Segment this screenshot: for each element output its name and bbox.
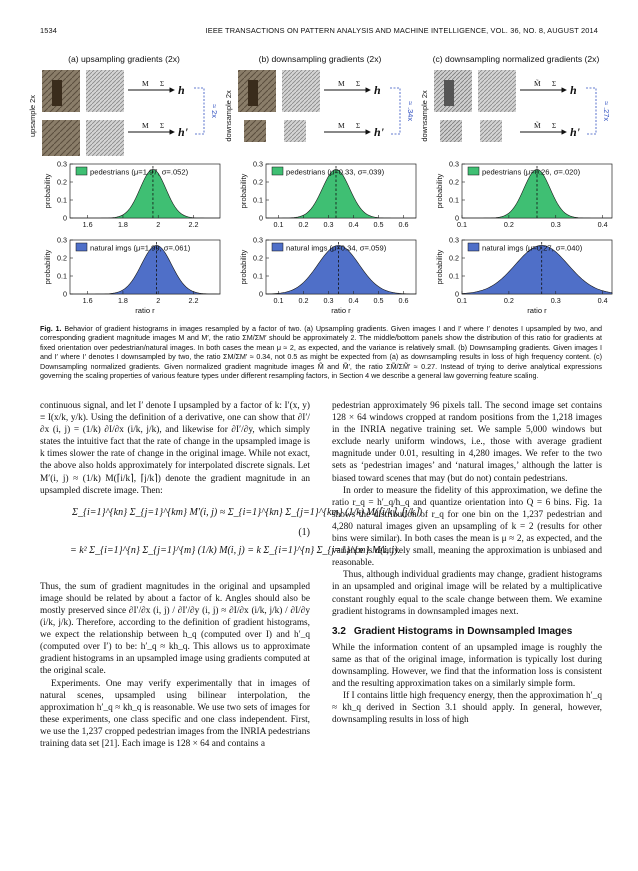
legend-swatch: [76, 167, 87, 175]
x-tick-label: 0.3: [550, 296, 561, 305]
x-tick-label: 0.2: [298, 220, 309, 229]
x-tick-label: 0.6: [398, 296, 409, 305]
y-tick-label: 0: [455, 289, 459, 299]
bottom-sum: Σ: [356, 122, 361, 130]
panel-side-label: downsample 2x: [420, 90, 429, 142]
y-axis-label: probability: [239, 173, 248, 209]
y-tick-label: 0: [63, 289, 67, 299]
panel-side-label: downsample 2x: [224, 90, 233, 142]
equation-1: [40, 501, 423, 577]
figure-silhouette: [248, 80, 258, 106]
distribution-area: [70, 169, 220, 218]
x-tick-label: 2: [156, 220, 161, 229]
y-axis-label: probability: [435, 249, 444, 285]
y-tick-label: 0.3: [57, 159, 67, 169]
bottom-histogram-label: h': [374, 125, 385, 139]
y-tick-label: 0.3: [449, 159, 459, 169]
ratio-histograms: [43, 160, 612, 316]
histogram-chart: [239, 236, 416, 316]
y-tick-label: 0.3: [57, 235, 67, 245]
top-sum: Σ: [356, 80, 361, 88]
y-axis-label: probability: [239, 249, 248, 285]
y-tick-label: 0.2: [449, 177, 459, 187]
figure-silhouette: [52, 80, 62, 106]
paragraph: Experiments. One may verify experimentally that in images of natural scenes, upsampled using bilinear interpolation, the approximation h′_q ≈ kh_q is reasonable. We use two sets of images for these experiments, one class specific and one class independent. First, we use the 1,237 cropped pedestrian images from the INRIA pedestrians training data set [21]. Each image is 128 × 64 and contains a: [40, 678, 310, 749]
x-tick-label: 0.2: [298, 296, 309, 305]
x-tick-label: 2.2: [188, 220, 199, 229]
paragraph: continuous signal, and let I′ denote I upsampled by a factor of k: I′(x, y) ≡ I(x/k, y/k). Using the definition of a derivative, one can show that ∂I′/∂x (i, j) = (1/k) ∂I/∂x (i/k, j/k), and likewise for ∂I′/∂y, which simply states the intuitive fact that the rate of change in the upsampled image is k times slower the rate of change in the original image. While not exact, the above also holds approximately for interpolated discrete signals. Let M′(i, j) ≈ (1/k) M(⌈i/k⌉, ⌈j/k⌉) denote the gradient magnitude in an upsampled discrete image. Then:: [40, 401, 310, 496]
y-tick-label: 0.1: [449, 271, 459, 281]
bottom-operator: M̃: [534, 121, 541, 130]
resampled-image: [440, 120, 462, 142]
x-tick-label: 1.6: [82, 220, 93, 229]
panel-title: (b) downsampling gradients (2x): [258, 54, 382, 64]
ratio-label: ≈ 2x: [210, 104, 219, 118]
y-tick-label: 0: [259, 289, 263, 299]
legend-swatch: [468, 167, 479, 175]
caption-label: Fig. 1.: [40, 324, 62, 333]
gradient-image: [282, 70, 320, 112]
x-tick-label: 1.6: [82, 296, 93, 305]
y-tick-label: 0.3: [253, 235, 263, 245]
resampled-gradient-image: [86, 120, 124, 156]
page-number: 1534: [40, 26, 58, 35]
section-number: 3.2: [332, 625, 346, 637]
x-tick-label: 0.5: [373, 296, 384, 305]
x-tick-label: 0.3: [323, 296, 334, 305]
top-operator: M̃: [534, 79, 541, 88]
equation-number: (1): [298, 526, 310, 538]
y-tick-label: 0: [259, 213, 263, 223]
ratio-label: ≈ .34x: [406, 100, 415, 122]
y-axis-label: probability: [435, 173, 444, 209]
section-title: Gradient Histograms in Downsampled Images: [353, 625, 573, 637]
legend-swatch: [272, 167, 283, 175]
paragraph: pedestrian approximately 96 pixels tall. The second image set contains 128 × 64 windows cropped at random positions from the 1,218 images in the INRIA negative training set. We sample 5,000 windows but exclude nearly uniform windows, i.e., those with average gradient magnitude under 0.01, resulting in 4,280 images. We refer to the two sets as ‘pedestrian images’ and ‘natural images,’ although the latter is biased toward scenes that may (but do not) contain pedestrians.: [332, 401, 602, 484]
top-histogram-label: h: [570, 83, 577, 97]
ratio-label: ≈ .27x: [602, 100, 611, 122]
y-tick-label: 0.2: [57, 253, 67, 263]
figure-silhouette: [444, 80, 454, 106]
bottom-histogram-label: h': [178, 125, 189, 139]
caption-text: Behavior of gradient histograms in images resampled by a factor of two. (a) Upsampling gradients. Given images I and I′ where I′ denotes I upsampled by two, and corresponding gradient magnitude images M and M′, the ratio ΣM/ΣM′ should be approximately 2. The middle/bottom panels show the distribution of this ratio for gradients at fixed orientation over pedestrian/natural images. In both cases the mean μ ≈ 2, as expected, and the variance is relatively small. (b) Downsampling gradients. Given images I and I′ where I′ denotes I downsampled by two, the ratio ΣM/ΣM′ ≈ 0.34, not 0.5 as might be expected from (a) as downsampling results in loss of high frequency content. (c) Downsampling normalized gradients. Given normalized gradient magnitude images M̃ and M̃′, the ratio ΣM̃/ΣM̃′ ≈ 0.27. Instead of trying to derive analytical expressions governing the scaling properties of various feature types under different resampling factors, in Section 4 we describe a general law governing feature scaling.: [40, 324, 603, 381]
y-tick-label: 0.1: [253, 195, 263, 205]
y-tick-label: 0.1: [57, 195, 67, 205]
diagram-panel: [224, 54, 415, 142]
x-tick-label: 0.2: [503, 296, 514, 305]
y-axis-label: probability: [43, 173, 52, 209]
x-axis-label: ratio r: [135, 306, 155, 315]
x-tick-label: 0.3: [550, 220, 561, 229]
page-header: [40, 26, 598, 38]
top-histogram-label: h: [374, 83, 381, 97]
y-tick-label: 0.2: [253, 177, 263, 187]
x-tick-label: 0.5: [373, 220, 384, 229]
x-tick-label: 0.6: [398, 220, 409, 229]
y-tick-label: 0.2: [57, 177, 67, 187]
legend-swatch: [468, 243, 479, 251]
top-histogram-label: h: [178, 83, 185, 97]
histogram-chart: [43, 236, 220, 316]
x-tick-label: 0.4: [348, 220, 359, 229]
figure-1: [24, 48, 614, 320]
x-tick-label: 0.4: [597, 220, 608, 229]
x-tick-label: 0.1: [273, 220, 284, 229]
top-operator: M: [142, 79, 149, 88]
gradient-image: [478, 70, 516, 112]
bottom-histogram-label: h': [570, 125, 581, 139]
bottom-sum: Σ: [160, 122, 165, 130]
y-tick-label: 0.3: [449, 235, 459, 245]
y-tick-label: 0.1: [57, 271, 67, 281]
y-tick-label: 0.3: [253, 159, 263, 169]
distribution-area: [462, 245, 612, 294]
resampling-diagrams: [28, 54, 611, 156]
histogram-chart: [239, 160, 416, 230]
x-tick-label: 2: [156, 296, 161, 305]
x-tick-label: 0.4: [348, 296, 359, 305]
top-sum: Σ: [552, 80, 557, 88]
y-axis-label: probability: [43, 249, 52, 285]
panel-title: (c) downsampling normalized gradients (2x): [432, 54, 600, 64]
top-sum: Σ: [160, 80, 165, 88]
x-tick-label: 0.1: [273, 296, 284, 305]
resampled-image: [42, 120, 80, 156]
legend-swatch: [76, 243, 87, 251]
resampled-image: [244, 120, 266, 142]
journal-header: IEEE TRANSACTIONS ON PATTERN ANALYSIS AND MACHINE INTELLIGENCE, VOL. 36, NO. 8, AUGUST 2014: [205, 26, 598, 35]
ratio-bracket: [586, 88, 596, 134]
gradient-image: [86, 70, 124, 112]
histogram-chart: [435, 160, 612, 230]
x-tick-label: 0.1: [457, 296, 467, 305]
y-tick-label: 0: [455, 213, 459, 223]
ratio-bracket: [390, 88, 400, 134]
paragraph: Thus, although individual gradients may change, gradient histograms in an upsampled and original image will be related by a multiplicative constant roughly equal to the scale change between them. We examine gradient histograms in downsampled images next.: [332, 570, 602, 617]
legend-entry: natural imgs (μ=0.27, σ=.040): [482, 243, 583, 253]
resampled-gradient-image: [480, 120, 502, 142]
equation-line: = k² Σ_{i=1}^{n} Σ_{j=1}^{m} (1/k) M(i, j) = k Σ_{i=1}^{n} Σ_{j=1}^{m} M(i, j).: [70, 544, 401, 556]
x-tick-label: 0.2: [503, 220, 514, 229]
x-tick-label: 1.8: [117, 296, 128, 305]
histogram-chart: [435, 236, 612, 316]
distribution-area: [266, 245, 416, 294]
legend-entry: pedestrians (μ=0.33, σ=.039): [286, 167, 385, 177]
y-tick-label: 0.2: [449, 253, 459, 263]
paragraph: In order to measure the fidelity of this approximation, we define the ratio r_q = h′_q/h_q and quantize orientation into Q = 6 bins. Fig. 1a shows the distribution of r_q for one bin on the 1,237 pedestrian and 4,280 natural images given an upsampling of k = 2 (results for other bins were similar). In both cases the mean is μ ≈ 2, as expected, and the variance is relatively small, meaning the approximation is unbiased and reasonable.: [332, 485, 602, 569]
x-tick-label: 0.1: [457, 220, 467, 229]
right-column: [332, 400, 602, 726]
equation-line: Σ_{i=1}^{kn} Σ_{j=1}^{km} M′(i, j) ≈ Σ_{i=1}^{kn} Σ_{j=1}^{km} (1/k) M(⌈i/k⌉, ⌈j/k⌉): [72, 506, 423, 518]
bottom-operator: M: [338, 121, 345, 130]
histogram-chart: [43, 160, 220, 230]
distribution-area: [70, 245, 220, 294]
paragraph: If I contains little high frequency energy, then the approximation h′_q ≈ kh_q derived in Section 3.1 should apply. In general, however, downsampling results in loss of high: [332, 691, 602, 726]
x-tick-label: 1.8: [117, 220, 128, 229]
top-operator: M: [338, 79, 345, 88]
legend-entry: pedestrians (μ=1.97, σ=.052): [90, 167, 189, 177]
x-tick-label: 0.3: [323, 220, 334, 229]
figure-caption: [40, 324, 602, 380]
x-tick-label: 2.2: [188, 296, 199, 305]
diagram-panel: [28, 54, 219, 156]
panel-side-label: upsample 2x: [28, 95, 37, 137]
panel-title: (a) upsampling gradients (2x): [68, 54, 180, 64]
section-heading: [332, 626, 602, 638]
resampled-gradient-image: [284, 120, 306, 142]
legend-entry: natural imgs (μ=1.99, σ=.061): [90, 243, 191, 253]
y-tick-label: 0.1: [253, 271, 263, 281]
y-tick-label: 0.1: [449, 195, 459, 205]
ratio-bracket: [194, 88, 204, 134]
legend-entry: pedestrians (μ=0.26, σ=.020): [482, 167, 581, 177]
body-columns: [40, 400, 602, 860]
paragraph: While the information content of an upsampled image is roughly the same as that of the original image, information is typically lost during downsampling. However, we find that the information loss is consistent and the resulting approximation takes on a similarly simple form.: [332, 642, 602, 690]
paragraph: Thus, the sum of gradient magnitudes in the original and upsampled image should be related by about a factor of k. Angles should also be mostly preserved since ∂I′/∂x (i, j) / ∂I′/∂y (i, j) ≈ ∂I/∂x (i/k, j/k) / ∂I/∂y (i/k, j/k). Therefore, according to the definition of gradient histograms, we expect the relationship between h_q (computed over I) and h′_q (computed over I′) to be: h′_q ≈ kh_q. This allows us to approximate gradient histograms in an upsampled image using gradients computed at the original scale.: [40, 581, 310, 677]
x-tick-label: 0.4: [597, 296, 608, 305]
diagram-panel: [420, 54, 611, 142]
bottom-operator: M: [142, 121, 149, 130]
distribution-area: [266, 169, 416, 218]
bottom-sum: Σ: [552, 122, 557, 130]
x-axis-label: ratio r: [527, 306, 547, 315]
y-tick-label: 0.2: [253, 253, 263, 263]
x-axis-label: ratio r: [331, 306, 351, 315]
legend-swatch: [272, 243, 283, 251]
legend-entry: natural imgs (μ=0.34, σ=.059): [286, 243, 387, 253]
y-tick-label: 0: [63, 213, 67, 223]
